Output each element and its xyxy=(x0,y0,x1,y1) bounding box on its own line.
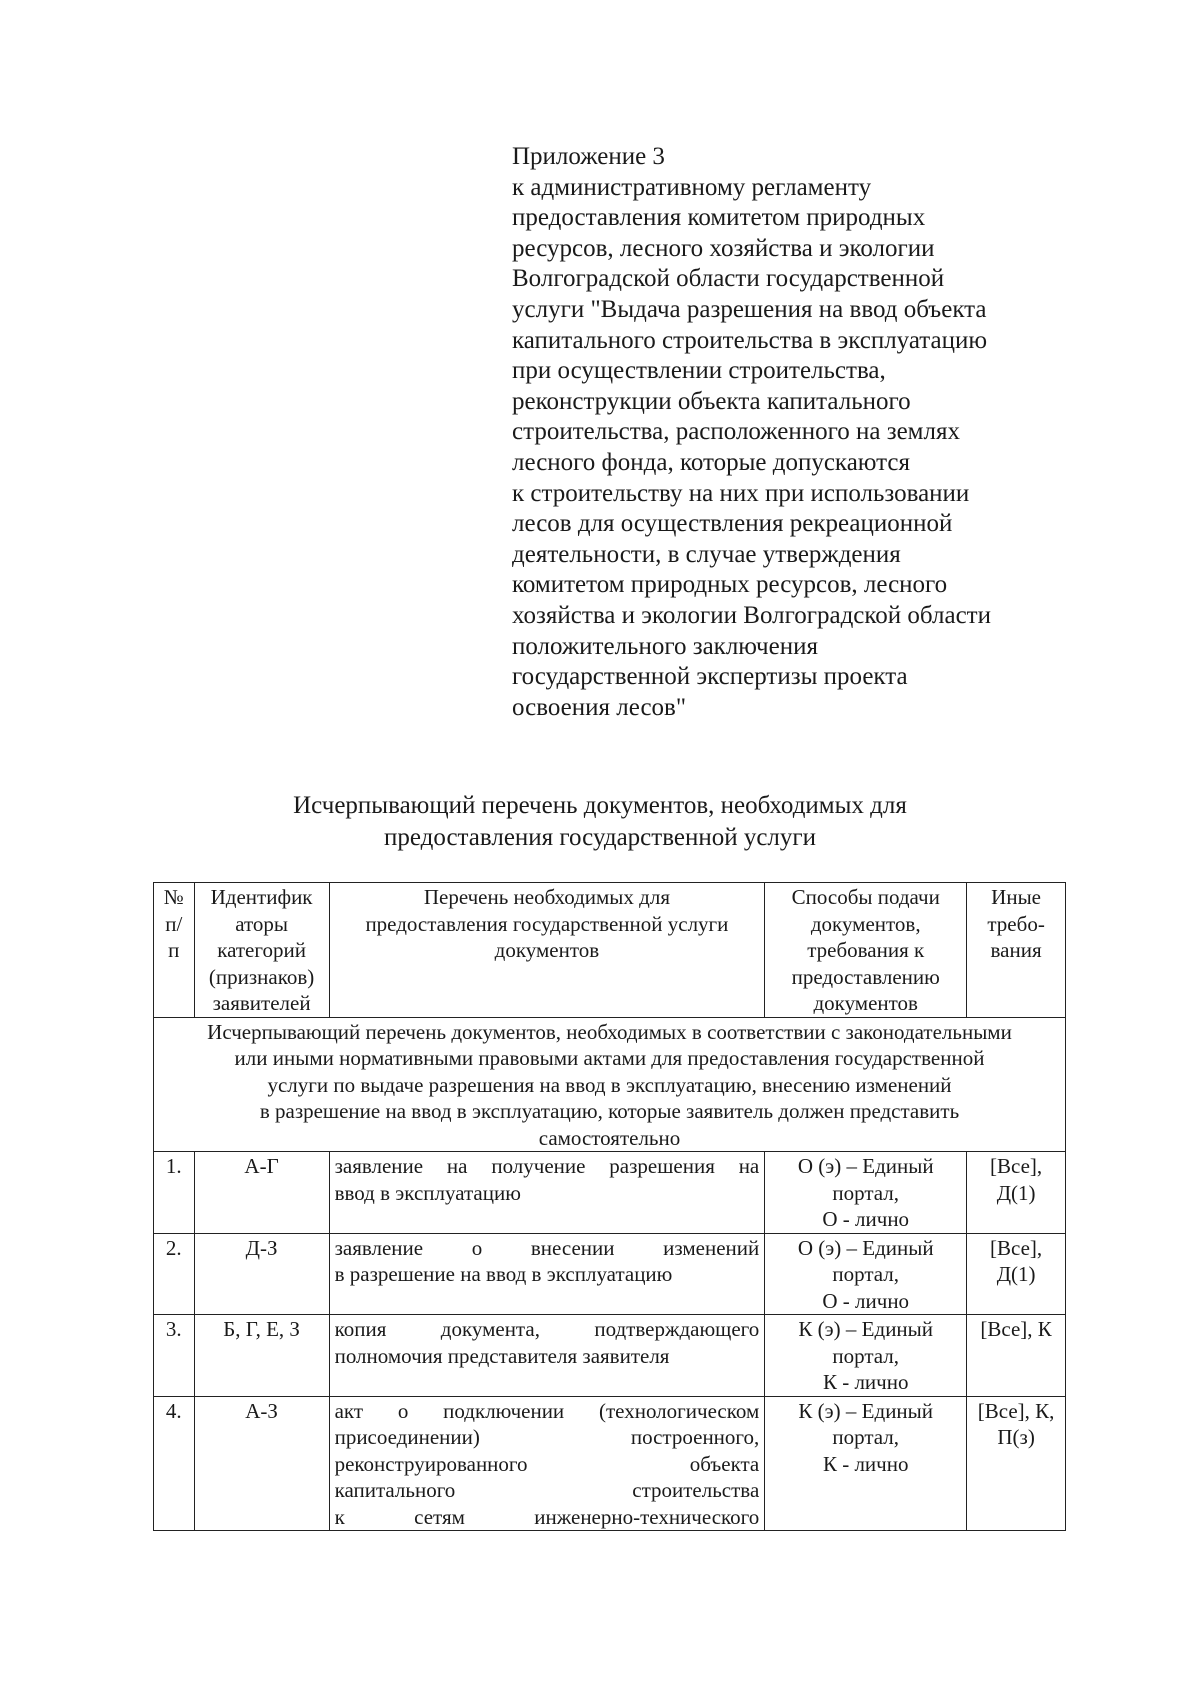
header-text: Способы подачи xyxy=(791,885,940,909)
header-text: № xyxy=(163,885,184,909)
cell-document xyxy=(329,1315,765,1397)
cell-text: в разрешение на ввод в эксплуатацию xyxy=(334,1262,673,1286)
appendix-line: Волгоградской области государственной xyxy=(512,265,945,293)
header-other-requirements xyxy=(967,883,1066,1018)
cell-text: [Все], xyxy=(990,1154,1043,1178)
appendix-line: лесов для осуществления рекреационной xyxy=(512,510,953,538)
document-title xyxy=(150,790,1050,854)
cell-other xyxy=(967,1396,1066,1531)
cell-text: к сетям инженерно-технического xyxy=(334,1504,760,1529)
header-text: Иные xyxy=(991,885,1042,909)
cell-other xyxy=(967,1315,1066,1397)
cell-text: реконструированного объекта xyxy=(334,1451,760,1476)
cell-document xyxy=(329,1152,765,1234)
header-submission-methods xyxy=(765,883,967,1018)
documents-table xyxy=(153,882,1066,1531)
section-text: или иными нормативными правовыми актами для предоставления государственной xyxy=(234,1046,985,1070)
appendix-line: комитетом природных ресурсов, лесного xyxy=(512,571,948,599)
appendix-line: капитального строительства в эксплуатацию xyxy=(512,326,988,354)
cell-text: К - лично xyxy=(822,1451,909,1476)
cell-text: капитального строительства xyxy=(334,1478,760,1502)
appendix-line: к административному регламенту xyxy=(512,173,872,201)
header-text: категорий xyxy=(217,938,306,962)
cell-text: ввод в эксплуатацию xyxy=(334,1180,521,1205)
cell-text: Д(1) xyxy=(996,1180,1036,1205)
cell-num: 4. xyxy=(154,1396,195,1531)
cell-text: [Все], К xyxy=(980,1317,1052,1341)
cell-document xyxy=(329,1396,765,1531)
table-header-row xyxy=(154,883,1066,1018)
header-text: аторы xyxy=(235,911,288,936)
section-text: услуги по выдаче разрешения на ввод в эксплуатацию, внесению изменений xyxy=(267,1072,952,1097)
appendix-line: государственной экспертизы проекта xyxy=(512,663,908,691)
cell-text: О - лично xyxy=(822,1288,910,1313)
section-heading xyxy=(154,1017,1066,1152)
cell-document xyxy=(329,1233,765,1315)
appendix-line: лесного фонда, которые допускаются xyxy=(512,448,910,476)
appendix-line: предоставления комитетом природных xyxy=(512,204,926,232)
appendix-line: ресурсов, лесного хозяйства и экологии xyxy=(512,234,935,262)
cell-method xyxy=(765,1315,967,1397)
table-row xyxy=(154,1315,1066,1397)
appendix-header xyxy=(512,142,1072,723)
cell-text: О - лично xyxy=(822,1207,910,1231)
cell-identifiers: А-Г xyxy=(194,1152,329,1234)
cell-text: К - лично xyxy=(822,1370,909,1394)
cell-identifiers: Б, Г, Е, З xyxy=(194,1315,329,1397)
header-text: документов, xyxy=(810,911,921,936)
header-text: (признаков) xyxy=(208,964,315,989)
table-row xyxy=(154,1152,1066,1234)
header-identifiers xyxy=(194,883,329,1018)
header-text: вания xyxy=(990,938,1042,962)
header-num xyxy=(154,883,195,1018)
appendix-line: реконструкции объекта капитального xyxy=(512,387,911,415)
appendix-line: освоения лесов" xyxy=(512,693,687,721)
table-row xyxy=(154,1233,1066,1315)
header-text: п xyxy=(168,938,180,962)
appendix-line: при осуществлении строительства, xyxy=(512,357,886,385)
header-text: документов xyxy=(813,991,918,1015)
cell-text: Д(1) xyxy=(996,1262,1036,1286)
cell-text: [Все], xyxy=(990,1235,1043,1260)
cell-text: [Все], К, xyxy=(977,1398,1055,1423)
cell-text: полномочия представителя заявителя xyxy=(334,1343,670,1368)
section-text: в разрешение на ввод в эксплуатацию, которые заявитель должен представить xyxy=(259,1099,960,1123)
document-title-line: предоставления государственной услуги xyxy=(383,824,817,851)
cell-method xyxy=(765,1233,967,1315)
header-text: заявителей xyxy=(212,991,311,1015)
header-text: документов xyxy=(494,938,600,962)
cell-other xyxy=(967,1233,1066,1315)
cell-text: присоединении) построенного, xyxy=(334,1425,760,1449)
appendix-line: деятельности, в случае утверждения xyxy=(512,540,901,568)
appendix-line: строительства, расположенного на землях xyxy=(512,418,960,446)
cell-identifiers: А-З xyxy=(194,1396,329,1531)
cell-method xyxy=(765,1396,967,1531)
cell-text: К (э) – Единый xyxy=(798,1317,934,1341)
section-text: Исчерпывающий перечень документов, необходимых в соответствии с законодательными xyxy=(207,1019,1012,1044)
cell-text: заявление о внесении изменений xyxy=(334,1235,760,1260)
header-text: требо- xyxy=(987,911,1045,936)
header-text: требования к xyxy=(807,938,925,962)
cell-text: О (э) – Единый xyxy=(797,1235,934,1260)
cell-text: П(з) xyxy=(997,1425,1035,1449)
document-title-line: Исчерпывающий перечень документов, необходимых для xyxy=(293,792,907,819)
cell-num: 3. xyxy=(154,1315,195,1397)
cell-text: портал, xyxy=(832,1180,900,1205)
cell-num: 2. xyxy=(154,1233,195,1315)
cell-text: К (э) – Единый xyxy=(798,1398,934,1423)
header-documents-list xyxy=(329,883,765,1018)
cell-identifiers: Д-З xyxy=(194,1233,329,1315)
cell-text: портал, xyxy=(832,1343,900,1368)
appendix-line: положительного заключения xyxy=(512,632,818,660)
table-row xyxy=(154,1396,1066,1531)
header-text: п/ xyxy=(165,911,183,936)
header-text: Перечень необходимых для xyxy=(423,885,670,909)
cell-method xyxy=(765,1152,967,1234)
cell-num: 1. xyxy=(154,1152,195,1234)
appendix-line: услуги "Выдача разрешения на ввод объекта xyxy=(512,295,987,323)
header-text: Идентифик xyxy=(210,885,313,909)
section-text: самостоятельно xyxy=(538,1125,681,1150)
cell-other xyxy=(967,1152,1066,1234)
cell-text: копия документа, подтверждающего xyxy=(334,1317,760,1341)
cell-text: О (э) – Единый xyxy=(797,1154,934,1178)
cell-text: портал, xyxy=(832,1425,900,1449)
table-section-row xyxy=(154,1017,1066,1152)
header-text: предоставления государственной услуги xyxy=(365,911,729,936)
appendix-line: к строительству на них при использовании xyxy=(512,479,970,507)
header-text: предоставлению xyxy=(791,964,940,989)
cell-text: портал, xyxy=(832,1262,900,1286)
appendix-line: хозяйства и экологии Волгоградской области xyxy=(512,601,991,629)
appendix-line: Приложение 3 xyxy=(512,143,665,170)
cell-text: акт о подключении (технологическом xyxy=(334,1398,760,1423)
cell-text: заявление на получение разрешения на xyxy=(334,1154,760,1178)
